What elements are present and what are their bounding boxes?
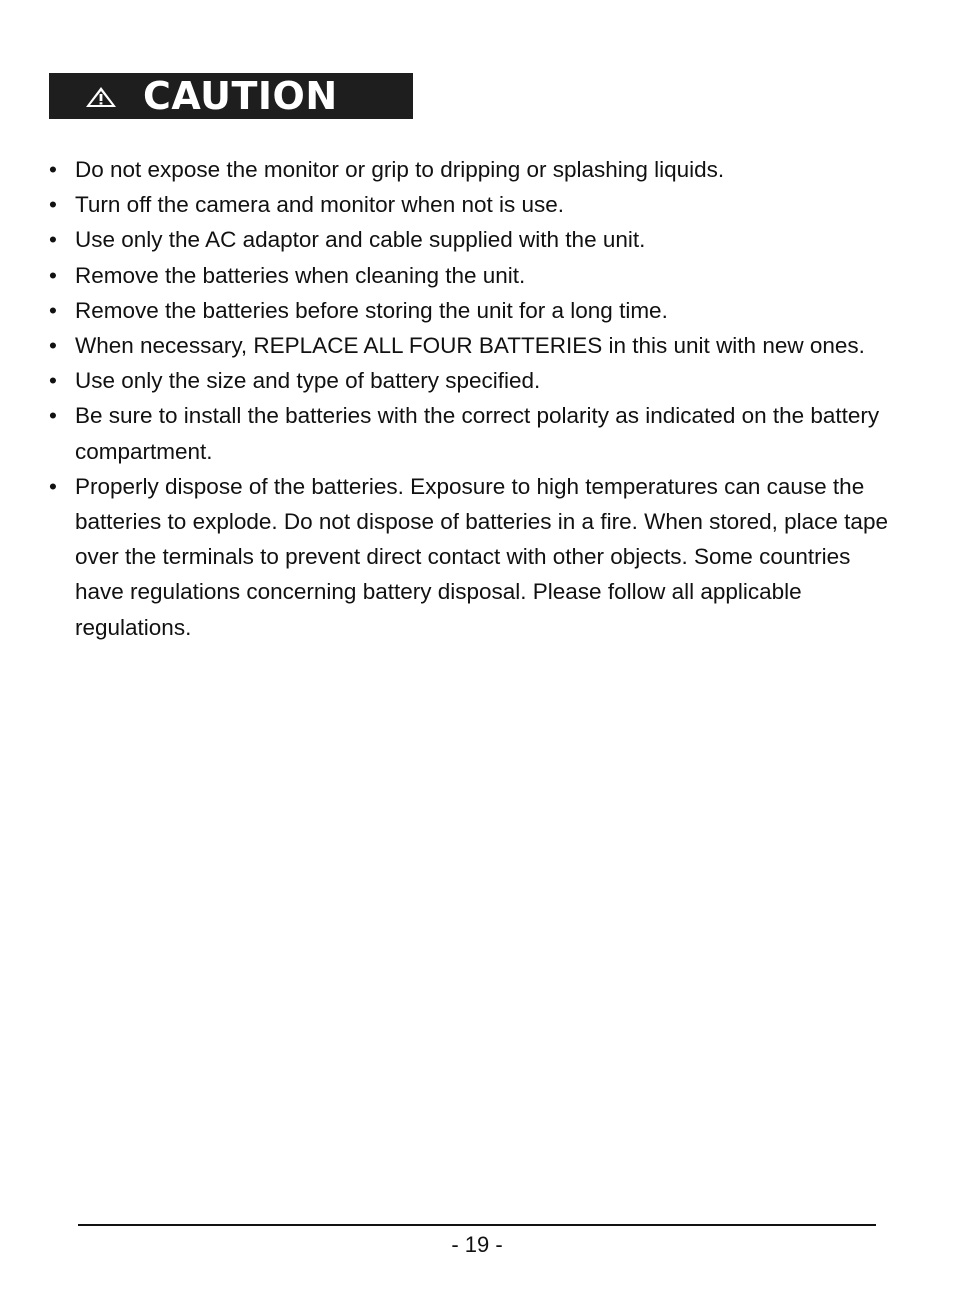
caution-list	[49, 152, 889, 645]
list-item	[49, 328, 889, 363]
list-item-text: Properly dispose of the batteries. Exposure to high temperatures can cause the batteries to explode. Do not dispose of batteries in a fire. When stored, place tape over the terminals to prevent direct contact with other objects. Some countries have regulations concerning battery disposal. Please follow all applicable regulations.	[75, 473, 888, 640]
bullet-icon: •	[49, 227, 57, 253]
list-item-text: Do not expose the monitor or grip to dripping or splashing liquids.	[75, 157, 725, 182]
caution-banner	[49, 73, 413, 119]
bullet-icon: •	[49, 192, 57, 218]
list-item-text: Use only the size and type of battery specified.	[75, 368, 541, 394]
bullet-icon: •	[49, 368, 57, 394]
warning-triangle-icon	[85, 86, 117, 108]
list-item	[49, 222, 889, 257]
list-item-text: When necessary, REPLACE ALL FOUR BATTERIES in this unit with new ones.	[75, 333, 865, 359]
footer-divider	[78, 1224, 876, 1226]
bullet-icon: •	[49, 333, 57, 359]
bullet-icon: •	[49, 262, 57, 288]
list-item	[49, 258, 889, 293]
page-number: - 19 -	[451, 1232, 503, 1257]
bullet-icon: •	[49, 297, 57, 323]
bullet-icon: •	[49, 157, 57, 182]
list-item	[49, 152, 889, 187]
list-item	[49, 469, 889, 645]
bullet-icon: •	[49, 473, 57, 499]
list-item-text: Turn off the camera and monitor when not is use.	[75, 192, 565, 218]
list-item	[49, 187, 889, 222]
list-item-text: Be sure to install the batteries with the correct polarity as indicated on the battery compartment.	[75, 403, 880, 464]
list-item	[49, 363, 889, 398]
list-item-text: Remove the batteries when cleaning the unit.	[75, 262, 526, 288]
list-item	[49, 293, 889, 328]
caution-title: CAUTION	[143, 74, 338, 118]
list-item-text: Use only the AC adaptor and cable supplied with the unit.	[75, 227, 646, 253]
list-item-text: Remove the batteries before storing the unit for a long time.	[75, 297, 668, 323]
list-item	[49, 398, 889, 468]
bullet-icon: •	[49, 403, 57, 429]
